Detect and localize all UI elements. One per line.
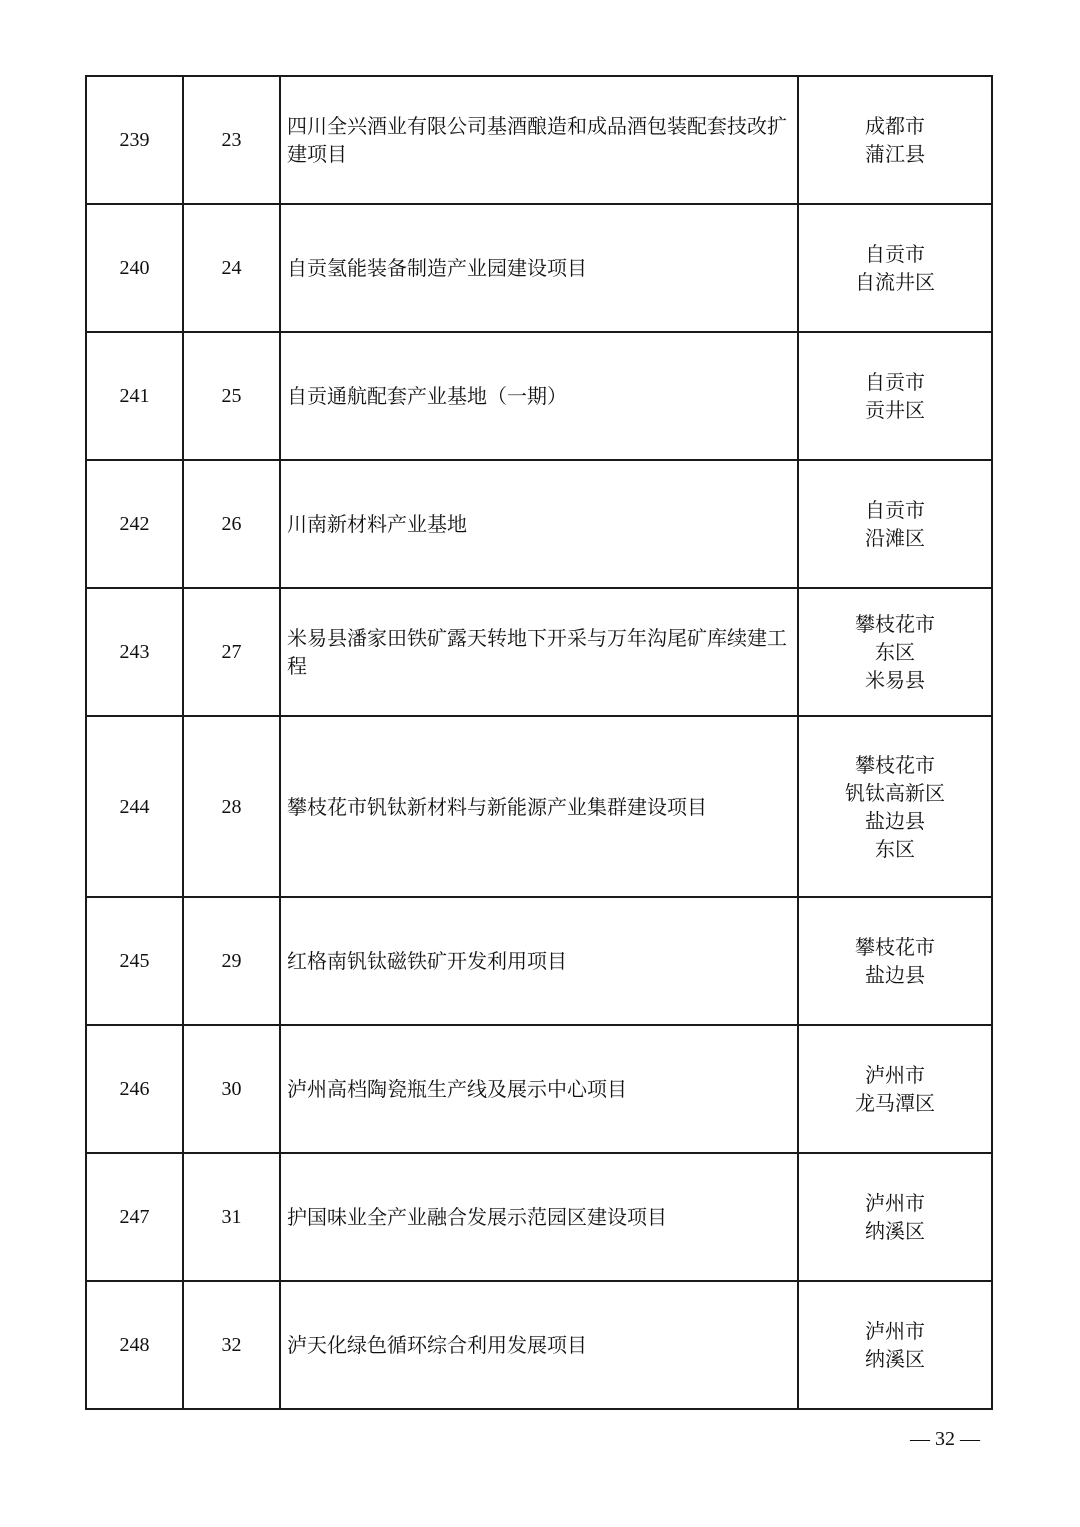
location-line: 攀枝花市 xyxy=(855,752,935,777)
location-line: 泸州市 xyxy=(865,1191,925,1215)
table-row xyxy=(86,460,992,588)
table-row xyxy=(86,204,992,332)
project-name: 四川全兴酒业有限公司基酒酿造和成品酒包装配套技改扩建项目 xyxy=(280,76,798,204)
row-category-number: 23 xyxy=(183,76,280,204)
location-line: 攀枝花市 xyxy=(855,612,935,636)
location-line: 攀枝花市 xyxy=(855,935,935,959)
row-sequence-number: 248 xyxy=(86,1281,183,1409)
project-name: 泸天化绿色循环综合利用发展项目 xyxy=(280,1281,798,1409)
project-location xyxy=(798,332,992,460)
table-row xyxy=(86,897,992,1025)
location-line: 龙马潭区 xyxy=(855,1091,935,1115)
location-line: 自贡市 xyxy=(865,370,925,394)
table-row xyxy=(86,716,992,897)
table-row xyxy=(86,1025,992,1153)
table-row xyxy=(86,1153,992,1281)
row-sequence-number: 240 xyxy=(86,204,183,332)
row-sequence-number: 245 xyxy=(86,897,183,1025)
table-row xyxy=(86,332,992,460)
row-category-number: 25 xyxy=(183,332,280,460)
location-line: 沿滩区 xyxy=(865,526,925,550)
project-name: 攀枝花市钒钛新材料与新能源产业集群建设项目 xyxy=(280,716,798,897)
row-sequence-number: 243 xyxy=(86,588,183,716)
project-table xyxy=(85,75,993,1410)
project-location xyxy=(798,588,992,716)
project-location xyxy=(798,204,992,332)
location-line: 泸州市 xyxy=(865,1319,925,1343)
project-location xyxy=(798,76,992,204)
project-name: 自贡氢能装备制造产业园建设项目 xyxy=(280,204,798,332)
row-category-number: 24 xyxy=(183,204,280,332)
location-line: 成都市 xyxy=(865,114,925,138)
location-line: 自流井区 xyxy=(855,270,935,294)
project-name: 泸州高档陶瓷瓶生产线及展示中心项目 xyxy=(280,1025,798,1153)
row-sequence-number: 239 xyxy=(86,76,183,204)
row-category-number: 31 xyxy=(183,1153,280,1281)
location-line: 东区 xyxy=(875,640,915,664)
project-location xyxy=(798,716,992,897)
page-number: — 32 — xyxy=(910,1428,980,1450)
location-line: 泸州市 xyxy=(865,1063,925,1087)
location-line: 盐边县 xyxy=(865,963,925,987)
project-location xyxy=(798,1025,992,1153)
project-location xyxy=(798,1153,992,1281)
row-category-number: 29 xyxy=(183,897,280,1025)
location-line: 贡井区 xyxy=(865,398,925,422)
location-line: 米易县 xyxy=(865,668,925,692)
table-row xyxy=(86,1281,992,1409)
row-category-number: 32 xyxy=(183,1281,280,1409)
project-table-body xyxy=(86,76,992,1409)
project-name: 护国味业全产业融合发展示范园区建设项目 xyxy=(280,1153,798,1281)
project-name: 自贡通航配套产业基地（一期） xyxy=(280,332,798,460)
table-row xyxy=(86,76,992,204)
table-row xyxy=(86,588,992,716)
location-line: 纳溪区 xyxy=(865,1347,925,1371)
location-line: 东区 xyxy=(875,836,915,861)
row-sequence-number: 241 xyxy=(86,332,183,460)
project-name: 米易县潘家田铁矿露天转地下开采与万年沟尾矿库续建工程 xyxy=(280,588,798,716)
row-sequence-number: 247 xyxy=(86,1153,183,1281)
location-line: 钒钛高新区 xyxy=(845,780,945,805)
project-name: 红格南钒钛磁铁矿开发利用项目 xyxy=(280,897,798,1025)
row-sequence-number: 242 xyxy=(86,460,183,588)
project-location xyxy=(798,897,992,1025)
project-location xyxy=(798,1281,992,1409)
location-line: 蒲江县 xyxy=(865,142,925,166)
project-name: 川南新材料产业基地 xyxy=(280,460,798,588)
row-sequence-number: 244 xyxy=(86,716,183,897)
location-line: 盐边县 xyxy=(865,808,925,833)
location-line: 自贡市 xyxy=(865,242,925,266)
row-category-number: 30 xyxy=(183,1025,280,1153)
location-line: 自贡市 xyxy=(865,498,925,522)
location-line: 纳溪区 xyxy=(865,1219,925,1243)
project-location xyxy=(798,460,992,588)
row-category-number: 27 xyxy=(183,588,280,716)
row-sequence-number: 246 xyxy=(86,1025,183,1153)
row-category-number: 28 xyxy=(183,716,280,897)
row-category-number: 26 xyxy=(183,460,280,588)
